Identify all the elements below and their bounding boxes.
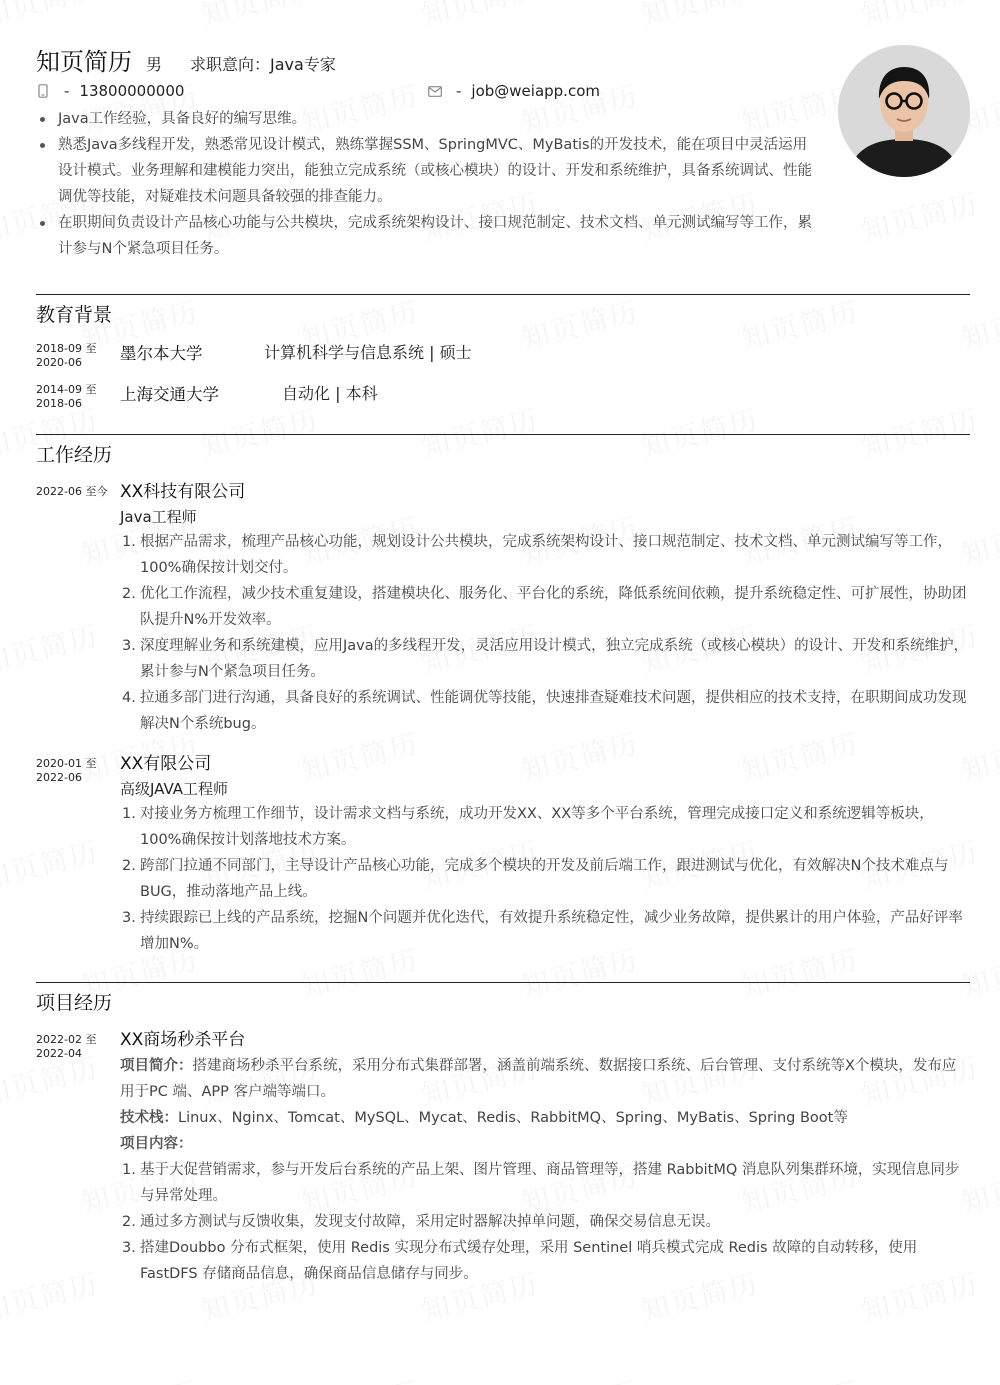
date-end: 2022-06 bbox=[36, 771, 82, 784]
project-content-label: 项目内容： bbox=[120, 1136, 193, 1152]
company-name: XX有限公司 bbox=[120, 754, 212, 774]
mail-icon bbox=[428, 84, 442, 98]
project-intro bbox=[120, 1053, 970, 1105]
email-separator: - bbox=[456, 82, 462, 100]
date-start: 2014-09 至 bbox=[36, 383, 97, 396]
email-contact bbox=[428, 82, 600, 100]
education-section bbox=[36, 294, 970, 434]
school-name: 上海交通大学 bbox=[120, 385, 219, 404]
summary-list bbox=[36, 106, 816, 262]
list-item: 3. 持续跟踪已上线的产品系统，挖掘N个问题并优化迭代，有效提升系统稳定性，减少业务故障，提供累计的用户体验，产品好评率增加N%。 bbox=[122, 910, 963, 952]
project-date bbox=[36, 1027, 120, 1287]
project-content-list bbox=[120, 1157, 970, 1287]
major-degree: 计算机科学与信息系统 | 硕士 bbox=[264, 343, 472, 362]
name-row bbox=[36, 42, 970, 78]
education-title: 教育背景 bbox=[36, 304, 113, 326]
contact-row bbox=[36, 80, 970, 102]
candidate-name: 知页简历 bbox=[36, 48, 132, 76]
list-item: 3. 搭建Doubbo 分布式框架，使用 Redis 实现分布式缓存处理，采用 Sentinel 哨兵模式完成 Redis 故障的自动转移，使用 FastDFS 存储商品信息，确保商品信息储存与同步。 bbox=[122, 1240, 918, 1282]
summary-item: 熟悉Java多线程开发，熟悉常见设计模式，熟练掌握SSM、SpringMVC、MyBatis的开发技术，能在项目中灵活运用设计模式。业务理解和建模能力突出，能独立完成系统（或核心模块）的设计、开发和系统维护，具备系统调试、性能调优等技能，对疑难技术问题具备较强的排查能力。 bbox=[36, 132, 816, 210]
education-date bbox=[36, 376, 120, 411]
education-item bbox=[36, 376, 970, 417]
watermark-text bbox=[297, 1370, 423, 1385]
list-item: 2. 通过多方测试与反馈收集，发现支付故障，采用定时器解决掉单问题，确保交易信息无误。 bbox=[122, 1214, 720, 1230]
summary-item: 在职期间负责设计产品核心功能与公共模块，完成系统架构设计、接口规范制定、技术文档、单元测试编写等工作，累计参与N个紧急项目任务。 bbox=[36, 210, 816, 262]
work-date bbox=[36, 479, 120, 737]
work-section bbox=[36, 434, 970, 982]
education-item bbox=[36, 335, 970, 376]
project-name: XX商场秒杀平台 bbox=[120, 1030, 246, 1050]
list-item: 3. 深度理解业务和系统建模，应用Java的多线程开发，灵活应用设计模式，独立完成系统（或核心模块）的设计、开发和系统维护，累计参与N个紧急项目任务。 bbox=[122, 638, 969, 680]
project-entry-body bbox=[120, 1027, 970, 1287]
phone-contact bbox=[36, 82, 184, 100]
work-duty-list bbox=[120, 529, 970, 737]
project-stack bbox=[120, 1105, 970, 1131]
work-title: 工作经历 bbox=[36, 444, 113, 466]
job-intent-value: Java专家 bbox=[270, 55, 336, 74]
date-start: 2020-01 至 bbox=[36, 757, 97, 770]
project-stack-text: Linux、Nginx、Tomcat、MySQL、Mycat、Redis、RabbitMQ、Spring、MyBatis、Spring Boot等 bbox=[178, 1110, 848, 1126]
work-entry-body bbox=[120, 479, 970, 737]
candidate-gender: 男 bbox=[146, 55, 163, 74]
project-title: 项目经历 bbox=[36, 992, 113, 1014]
education-date bbox=[36, 335, 120, 370]
list-item: 1. 对接业务方梳理工作细节，设计需求文档与系统，成功开发XX、XX等多个平台系统，管理完成接口定义和系统逻辑等板块，100%确保按计划落地技术方案。 bbox=[122, 806, 934, 848]
watermark-text bbox=[77, 1370, 203, 1385]
avatar-photo bbox=[838, 45, 970, 177]
school-name: 墨尔本大学 bbox=[120, 344, 203, 363]
job-role: 高级JAVA工程师 bbox=[120, 780, 229, 798]
project-intro-label: 项目简介： bbox=[120, 1058, 193, 1074]
list-item: 1. 基于大促营销需求，参与开发后台系统的产品上架、图片管理、商品管理等，搭建 RabbitMQ 消息队列集群环境，实现信息同步与异常处理。 bbox=[122, 1162, 960, 1204]
list-item: 2. 跨部门拉通不同部门，主导设计产品核心功能，完成多个模块的开发及前后端工作，跟进测试与优化，有效解决N个技术难点与BUG，推动落地产品上线。 bbox=[122, 858, 949, 900]
work-entry bbox=[36, 479, 970, 737]
project-intro-text: 搭建商场秒杀平台系统，采用分布式集群部署，涵盖前端系统、数据接口系统、后台管理、支付系统等X个模块，发布应用于PC 端、APP 客户端等端口。 bbox=[120, 1058, 957, 1100]
watermark-text bbox=[957, 1370, 1000, 1385]
phone-separator: - bbox=[64, 82, 70, 100]
summary-item: Java工作经验，具备良好的编写思维。 bbox=[36, 106, 816, 132]
list-item: 1. 根据产品需求，梳理产品核心功能，规划设计公共模块，完成系统架构设计、接口规范制定、技术文档、单元测试编写等工作，100%确保按计划交付。 bbox=[122, 534, 952, 576]
date-start: 2018-09 至 bbox=[36, 342, 97, 355]
major-degree: 自动化 | 本科 bbox=[282, 384, 378, 403]
resume-header bbox=[36, 42, 970, 294]
work-duty-list bbox=[120, 801, 970, 957]
project-entry bbox=[36, 1027, 970, 1287]
phone-number: 13800000000 bbox=[79, 82, 185, 100]
company-name: XX科技有限公司 bbox=[120, 482, 246, 502]
work-entry bbox=[36, 751, 970, 957]
phone-icon bbox=[36, 84, 50, 98]
list-item: 2. 优化工作流程，减少技术重复建设，搭建模块化、服务化、平台化的系统，降低系统间依赖，提升系统稳定性、可扩展性，协助团队提升N%开发效率。 bbox=[122, 586, 967, 628]
list-item: 4. 拉通多部门进行沟通，具备良好的系统调试、性能调优等技能，快速排查疑难技术问题，提供相应的技术支持，在职期间成功发现解决N个系统bug。 bbox=[122, 690, 967, 732]
watermark-text bbox=[517, 1370, 643, 1385]
watermark-text bbox=[737, 1370, 863, 1385]
project-content bbox=[120, 1131, 970, 1157]
email-address: job@weiapp.com bbox=[471, 82, 600, 100]
job-intent-label: 求职意向： bbox=[190, 55, 271, 74]
project-section bbox=[36, 982, 970, 1287]
work-entry-body bbox=[120, 751, 970, 957]
date-end: 2020-06 bbox=[36, 356, 82, 369]
project-stack-label: 技术栈： bbox=[120, 1110, 178, 1126]
work-date bbox=[36, 751, 120, 957]
date-end: 2022-04 bbox=[36, 1047, 82, 1060]
date-end: 2018-06 bbox=[36, 397, 82, 410]
avatar bbox=[838, 45, 970, 177]
job-role: Java工程师 bbox=[120, 508, 197, 526]
date-start: 2022-06 至今 bbox=[36, 485, 108, 498]
date-start: 2022-02 至 bbox=[36, 1033, 97, 1046]
